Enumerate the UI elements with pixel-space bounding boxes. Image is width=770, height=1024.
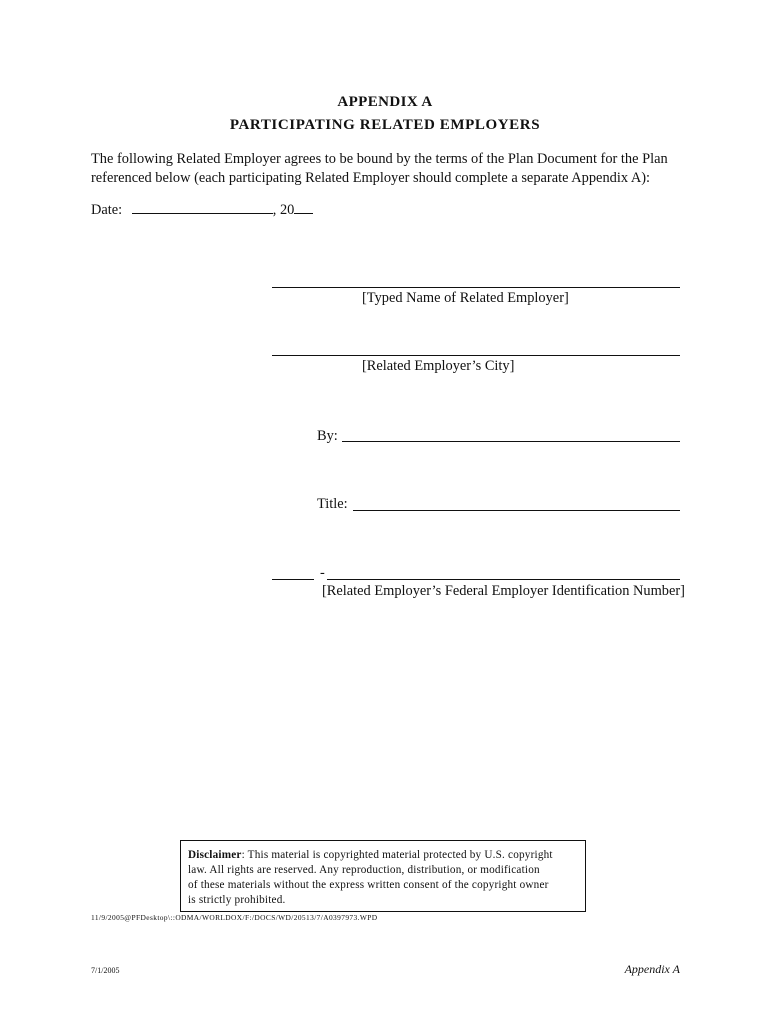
footer-page-label: Appendix A [624, 962, 680, 976]
disclaimer-line-1 [188, 848, 585, 863]
ein-suffix-line[interactable] [327, 579, 680, 580]
employer-city-line[interactable] [272, 355, 680, 356]
ein-prefix-line[interactable] [272, 579, 314, 580]
date-label: Date: [91, 202, 123, 218]
date-blank[interactable] [132, 201, 273, 214]
title-label: Title: [317, 496, 348, 512]
by-label: By: [317, 428, 338, 444]
disclaimer-text-1: : This material is copyrighted material protected by U.S. copyright [241, 849, 553, 861]
by-signature-line[interactable] [342, 441, 680, 442]
disclaimer-heading: Disclaimer [188, 849, 242, 861]
intro-line-1: The following Related Employer agrees to be bound by the terms of the Plan Document for the Plan [91, 151, 668, 167]
appendix-subtitle: PARTICIPATING RELATED EMPLOYERS [229, 117, 541, 133]
employer-name-line[interactable] [272, 287, 680, 288]
disclaimer-box [180, 840, 586, 912]
title-line[interactable] [353, 510, 680, 511]
date-separator: , 20 [272, 202, 295, 218]
disclaimer-line-2: law. All rights are reserved. Any reproduction, distribution, or modification [188, 864, 540, 876]
employer-city-caption: [Related Employer’s City] [362, 358, 515, 374]
disclaimer-line-3: of these materials without the express written consent of the copyright owner [188, 879, 549, 891]
intro-paragraph [91, 150, 691, 188]
ein-dash: - [320, 565, 325, 581]
appendix-title: APPENDIX A [337, 94, 433, 110]
year-blank[interactable] [294, 201, 313, 214]
employer-name-caption: [Typed Name of Related Employer] [362, 290, 569, 306]
document-path: 11/9/2005@PFDesktop\::ODMA/WORLDOX/F:/DOCS/WD/20513/7/A0397973.WPD [91, 913, 378, 922]
date-row [91, 201, 313, 219]
disclaimer-line-4: is strictly prohibited. [188, 894, 286, 906]
ein-caption: [Related Employer’s Federal Employer Identification Number] [322, 583, 685, 599]
intro-line-2: referenced below (each participating Related Employer should complete a separate Appendix A): [91, 170, 651, 186]
footer-date: 7/1/2005 [91, 966, 120, 975]
